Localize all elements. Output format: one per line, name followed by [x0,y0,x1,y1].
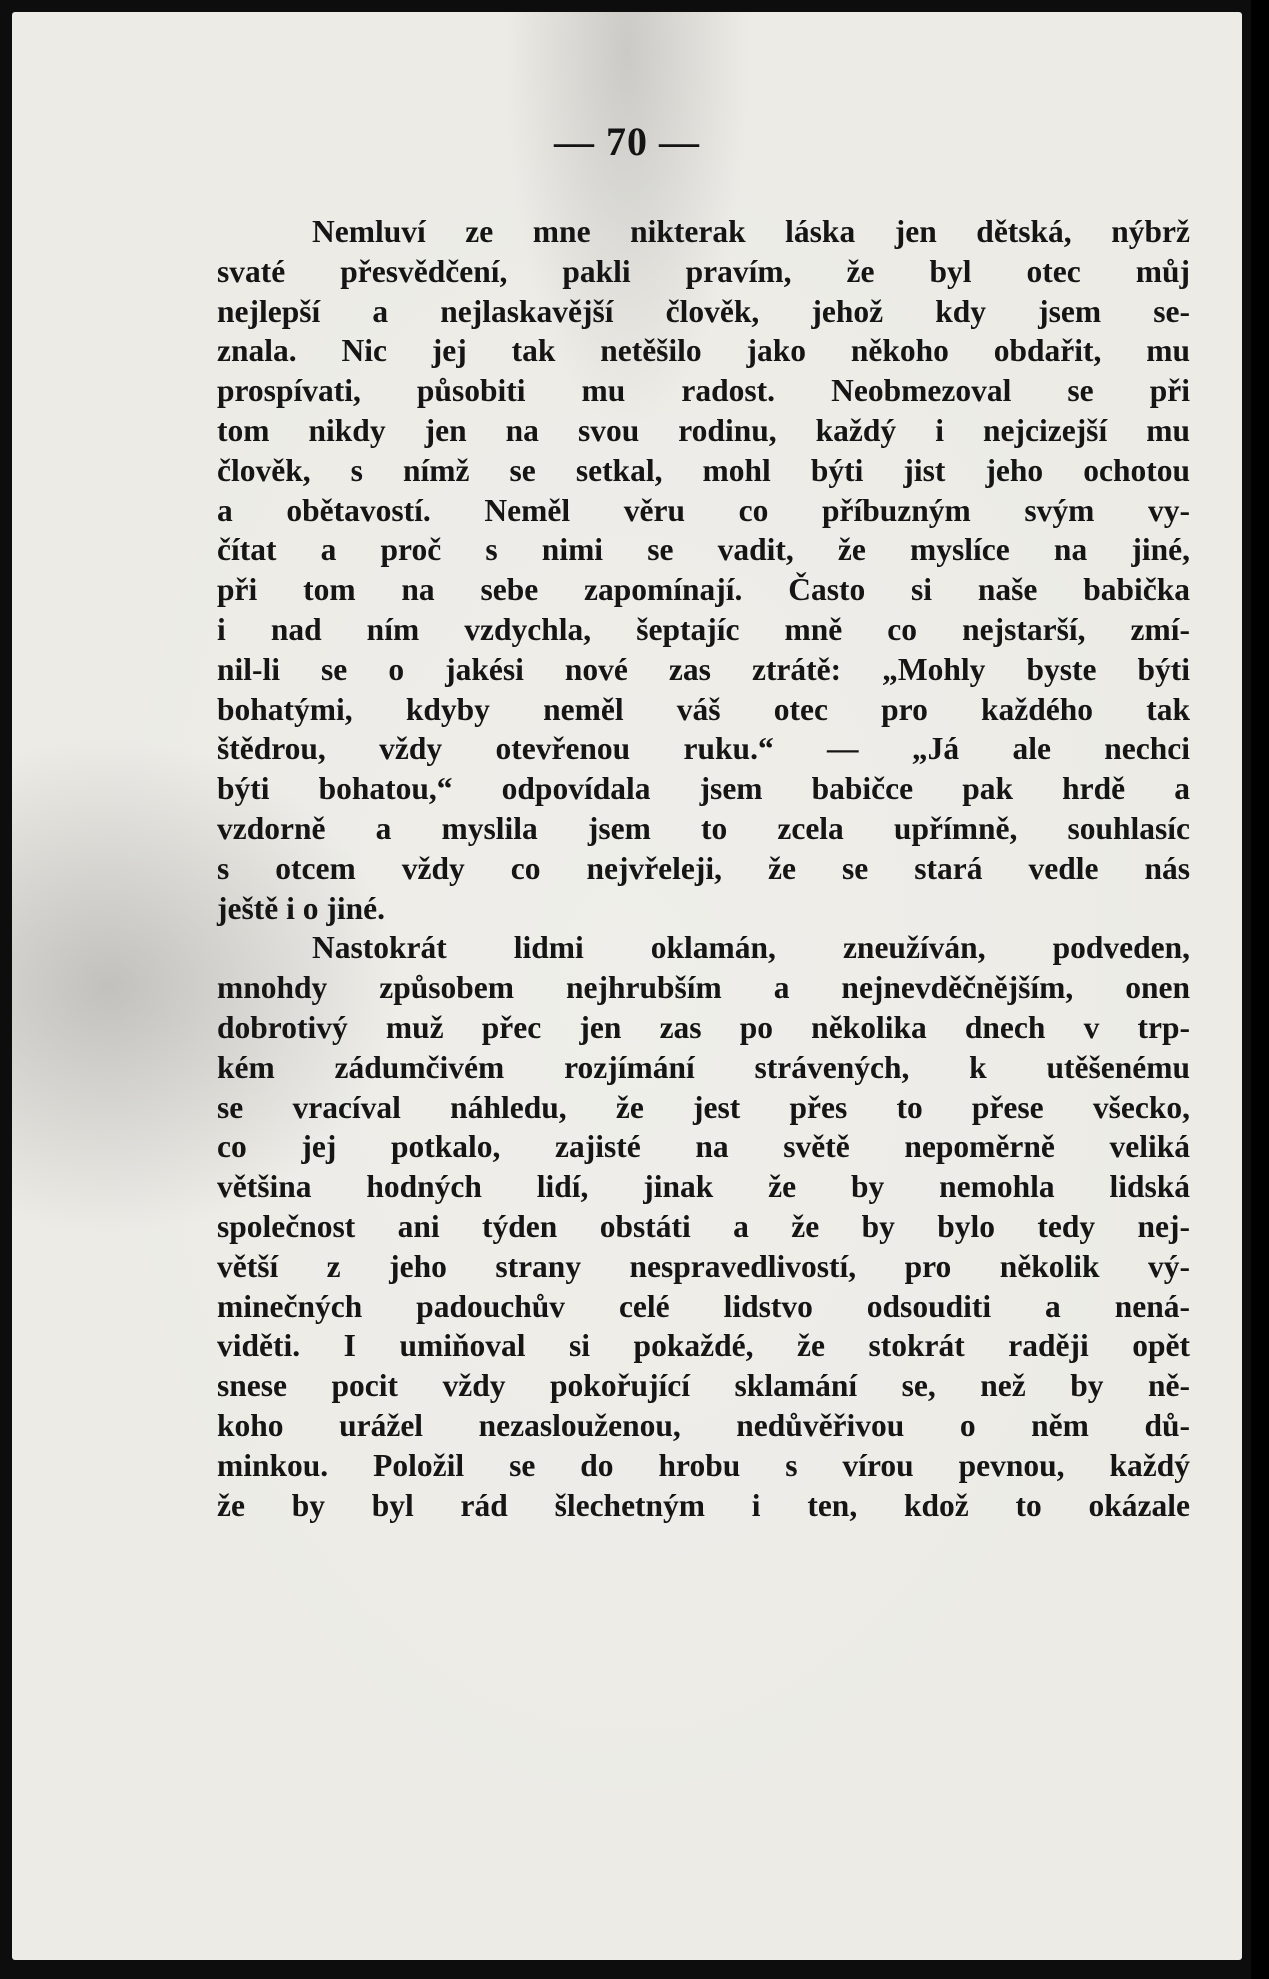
page-number: — 70 — [554,119,700,164]
text-line: že by byl rád šlechetným i ten, kdož to okázale [217,1487,1190,1523]
text-line: prospívati, působiti mu radost. Neobmezoval se při [217,373,1190,409]
text-line: minečných padouchův celé lidstvo odsouditi a nená- [217,1288,1190,1324]
body-text [217,212,1190,1525]
text-line: většina hodných lidí, jinak že by nemohla lidská [217,1169,1190,1205]
text-line: býti bohatou,“ odpovídala jsem babičce pak hrdě a [217,771,1190,807]
text-line: kém zádumčivém rozjímání strávených, k utěšenému [217,1049,1190,1085]
text-line: Nemluví ze mne nikterak láska jen dětská, nýbrž [312,214,1190,249]
scan-edge [1251,0,1269,1979]
text-line: s otcem vždy co nejvřeleji, že se stará vedle nás [217,850,1190,886]
text-line: a obětavostí. Neměl věru co příbuzným svým vy- [217,492,1190,528]
text-line: znala. Nic jej tak netěšilo jako někoho obdařit, mu [217,333,1190,369]
text-line: větší z jeho strany nespravedlivostí, pro několik vý- [217,1248,1190,1284]
text-line: minkou. Položil se do hrobu s vírou pevnou, každý [217,1447,1190,1483]
text-line: koho urážel nezaslouženou, nedůvěřivou o něm dů- [217,1407,1190,1443]
text-line: štědrou, vždy otevřenou ruku.“ — „Já ale nechci [217,731,1190,767]
text-line: při tom na sebe zapomínají. Často si naše babička [217,572,1190,608]
text-line: vzdorně a myslila jsem to zcela upřímně, souhlasíc [217,810,1190,846]
text-line: bohatými, kdyby neměl váš otec pro každého tak [217,691,1190,727]
text-line: co jej potkalo, zajisté na světě nepoměrně veliká [217,1129,1190,1165]
text-line: čítat a proč s nimi se vadit, že myslíce na jiné, [217,532,1190,568]
text-line: společnost ani týden obstáti a že by bylo tedy nej- [217,1208,1190,1244]
text-line: i nad ním vzdychla, šeptajíc mně co nejstarší, zmí- [217,611,1190,647]
text-line: Nastokrát lidmi oklamán, zneužíván, podveden, [312,930,1190,966]
text-line: nejlepší a nejlaskavější člověk, jehož kdy jsem se- [217,293,1190,329]
text-line: dobrotivý muž přec jen zas po několika dnech v trp- [217,1009,1190,1045]
text-line: člověk, s nímž se setkal, mohl býti jist jeho ochotou [217,452,1190,488]
book-page [12,12,1242,1960]
text-line: snese pocit vždy pokořující sklamání se, než by ně- [217,1368,1190,1404]
text-line: mnohdy způsobem nejhrubším a nejnevděčnějším, onen [217,970,1190,1006]
text-line: viděti. I umiňoval si pokaždé, že stokrát raději opět [217,1328,1190,1364]
text-line: ještě i o jiné. [217,890,385,926]
text-line: se vracíval náhledu, že jest přes to přese všecko, [217,1089,1190,1125]
text-line: svaté přesvědčení, pakli pravím, že byl otec můj [217,253,1190,289]
text-line: tom nikdy jen na svou rodinu, každý i nejcizejší mu [217,412,1190,448]
text-line: nil-li se o jakési nové zas ztrátě: „Mohly byste býti [217,651,1190,687]
